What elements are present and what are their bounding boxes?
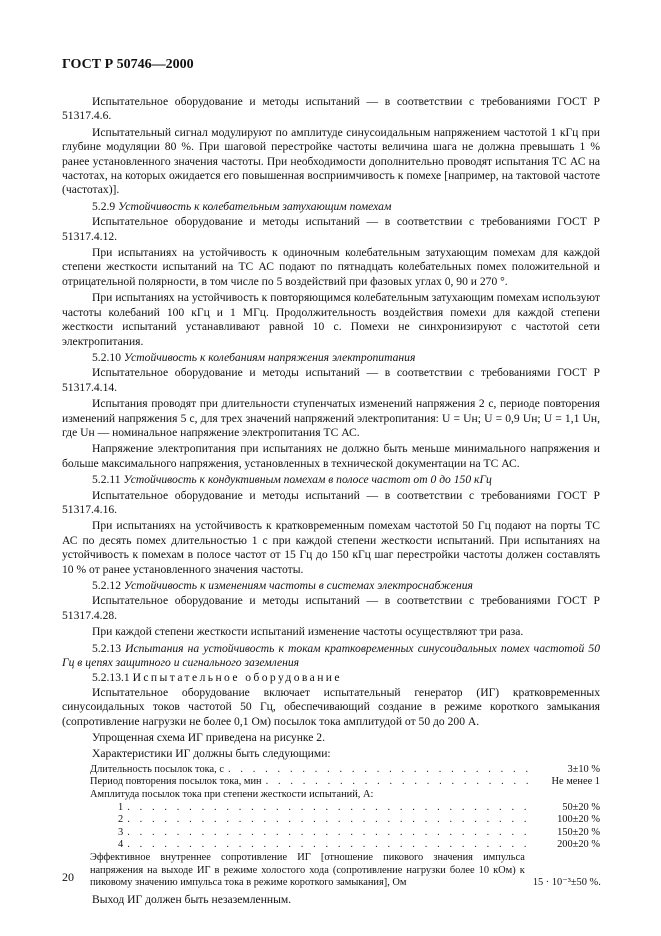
spec-label: Эффективное внутреннее сопротивление ИГ [отношение пикового значения импульса напряжения на выходе ИГ в режиме холостого хода (сопротивление нагрузки более 10 кОм) к пиковому значению импульса тока в режиме короткого замыкания], Ом [90, 852, 525, 889]
spec-value: 100±20 % [557, 814, 600, 826]
section-title: Испытательное оборудование [132, 671, 342, 685]
spec-row-duration [62, 764, 600, 777]
paragraph: Испытательное оборудование и методы испытаний — в соответствии с требованиями ГОСТ Р 51317.4.16. [62, 488, 600, 516]
page-number: 20 [62, 870, 74, 884]
leader-dots [127, 839, 536, 852]
section-number: 5.2.9 [92, 199, 116, 213]
spec-label: Период повторения посылок тока, мин [90, 776, 262, 788]
section-heading-5-2-9 [62, 200, 600, 214]
leader-dots [228, 764, 536, 777]
spec-row-level-2 [62, 814, 600, 827]
spec-row-period [62, 776, 600, 789]
spec-value: 150±20 % [557, 826, 600, 838]
paragraph: Испытательное оборудование включает испытательный генератор (ИГ) кратковременных синусоидальных токов частотой 50 Гц, обеспечивающий создание в режиме короткого замыкания (сопротивление нагрузки не более 0,1 Ом) посылок тока амплитудой от 50 до 200 А. [62, 685, 600, 728]
section-heading-5-2-13-1 [62, 671, 600, 685]
section-title: Устойчивость к колебаниям напряжения электропитания [123, 350, 416, 364]
spec-row-level-1 [62, 802, 600, 815]
paragraph: При каждой степени жесткости испытаний изменение частоты осуществляют три раза. [92, 625, 524, 639]
paragraph: Испытательный сигнал модулируют по амплитуде синусоидальным напряжением частотой 1 кГц при глубине модуляции 80 %. При шаговой перестройке частоты величина шага не должна превышать 1 % ранее установленного значения частоты. При необходимости дополнительно проводят испытания ТС АС на частотах, на которых ожидается его повышенная восприимчивость к помехе [например, на тактовой частоте (частотах)]. [62, 125, 600, 197]
spec-row-resistance [62, 852, 600, 890]
section-title: Испытания на устойчивость к токам кратковременных синусоидальных помех частотой 50 Гц в цепях защитного и сигнального заземления [62, 641, 600, 670]
paragraph: Испытательное оборудование и методы испытаний — в соответствии с требованиями ГОСТ Р 51317.4.14. [62, 366, 600, 394]
section-heading-5-2-10 [62, 351, 600, 365]
section-title: Устойчивость к колебательным затухающим помехам [118, 199, 392, 213]
leader-dots [127, 814, 536, 827]
section-number: 5.2.12 [92, 579, 121, 592]
section-heading-5-2-12 [62, 579, 600, 593]
spec-level: 4 [118, 839, 124, 851]
paragraph: При испытаниях на устойчивость к повторяющимся колебательным затухающим помехам используют частоты колебаний 100 кГц и 1 МГц. Продолжительность воздействия помехи для каждой степени жесткости испытаний устанавливают равной 10 с. Помехи не синхронизируют с частотой сети электропитания. [62, 291, 600, 348]
section-number: 5.2.11 [92, 473, 121, 487]
spec-value: 200±20 % [557, 839, 600, 851]
paragraph: При испытаниях на устойчивость к одиночным колебательным затухающим помехам для каждой степени жесткости испытаний на ТС АС подают по пятнадцать колебательных помех положительной и отрицательной полярности, в том числе по 5 воздействий при фазовых углах 0, 90 и 270 °. [62, 246, 600, 288]
section-title: Устойчивость к кондуктивным помехам в полосе частот от 0 до 150 кГц [123, 473, 492, 487]
paragraph: Испытательное оборудование и методы испытаний — в соответствии с требованиями ГОСТ Р 51317.4.28. [62, 594, 600, 622]
paragraph: Характеристики ИГ должны быть следующими: [92, 747, 331, 761]
spec-value: 15 · 10⁻³±50 %. [532, 877, 601, 889]
spec-value: Не менее 1 [551, 776, 600, 788]
leader-dots [266, 776, 536, 789]
section-title: Устойчивость к изменениям частоты в системах электроснабжения [123, 579, 473, 592]
spec-row-level-4 [62, 839, 600, 852]
spec-value: 3±10 % [567, 763, 600, 775]
paragraph: Испытательное оборудование и методы испытаний — в соответствии с требованиями ГОСТ Р 51317.4.12. [62, 215, 600, 243]
document-header: ГОСТ Р 50746—2000 [62, 57, 194, 72]
spec-label: Амплитуда посылок тока при степени жесткости испытаний, А: [90, 789, 374, 801]
paragraph: Упрощенная схема ИГ приведена на рисунке 2. [92, 731, 325, 745]
specs-list [62, 764, 600, 890]
spec-level: 1 [118, 801, 124, 813]
document-body [62, 95, 600, 909]
paragraph: При испытаниях на устойчивость к кратковременным помехам частотой 50 Гц подают на порты ТС АС по десять помех длительностью 1 с при каждой степени жесткости испытаний. При испытаниях на устойчивость к помехам в полосе частот от 15 Гц до 150 кГц шаг перестройки частоты должен составлять 10 % от ранее установленного значения частоты. [62, 519, 600, 576]
spec-label: Длительность посылок тока, с [90, 763, 224, 775]
spec-row-level-3 [62, 827, 600, 840]
paragraph: Испытательное оборудование и методы испытаний — в соответствии с требованиями ГОСТ Р 51317.4.6. [62, 95, 600, 123]
paragraph: Выход ИГ должен быть незаземленным. [92, 892, 292, 906]
spec-row-amplitude [62, 789, 600, 802]
section-heading-5-2-13 [62, 642, 600, 671]
section-heading-5-2-11 [62, 473, 600, 487]
leader-dots [127, 802, 536, 815]
spec-value: 50±20 % [562, 801, 600, 813]
spec-level: 2 [118, 814, 124, 826]
leader-dots [127, 827, 536, 840]
paragraph: Испытания проводят при длительности ступенчатых изменений напряжения 2 с, периоде повторения изменений напряжения 5 с, для трех значений напряжений электропитания: U = Uн; U = 0,9 Uн; U = 1,1 Uн, где Uн — номинальное напряжение электропитания ТС АС. [62, 397, 600, 439]
spec-level: 3 [118, 826, 124, 838]
paragraph: Напряжение электропитания при испытаниях не должно быть меньше минимального напряжения и больше максимального напряжения, установленных в технической документации на ТС АС. [62, 442, 600, 470]
section-number: 5.2.10 [92, 350, 121, 364]
section-number: 5.2.13.1 [92, 671, 130, 685]
section-number: 5.2.13 [92, 641, 121, 655]
